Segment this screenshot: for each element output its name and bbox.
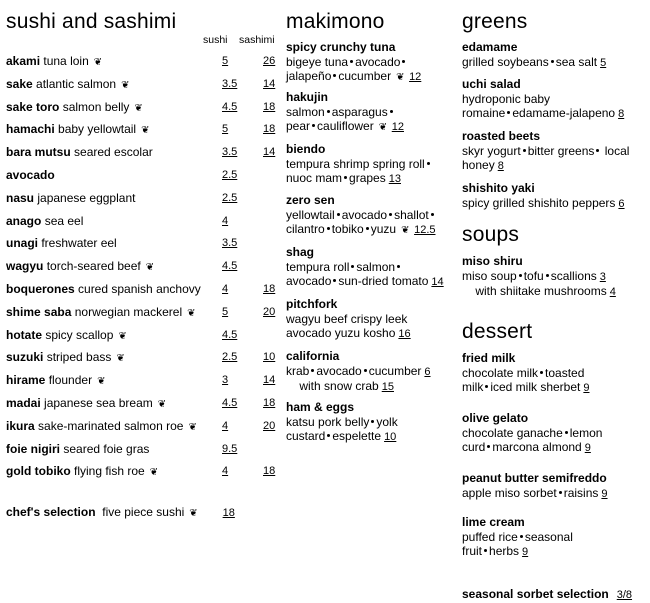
sushi-item (6, 122, 276, 145)
item-name: shishito yaki (462, 181, 535, 195)
sashimi-price: 18 (263, 100, 276, 113)
item-name: foie nigiri (6, 441, 60, 456)
sushi-item (6, 282, 276, 305)
item-desc: iced milk sherbet (490, 380, 581, 394)
item-price: 6 (618, 197, 625, 210)
item-name: suzuki (6, 350, 44, 365)
item-desc: avocado (355, 54, 401, 69)
item-desc: bitter greens (527, 143, 595, 158)
sushi-item (6, 145, 276, 168)
item-desc: japanese sea bream (44, 395, 153, 410)
item-desc: sea salt (555, 54, 598, 69)
item-name: hotate (6, 327, 42, 342)
chefs-selection-price: 18 (222, 507, 235, 519)
menu-item (462, 181, 650, 219)
sushi-price: 4.5 (222, 396, 238, 409)
dot-separator (351, 265, 354, 268)
dot-separator (327, 110, 330, 113)
item-desc: flying fish roe (74, 464, 145, 479)
item-price: 8 (497, 160, 504, 172)
item-desc: with snow crab (299, 379, 379, 393)
dot-separator (366, 227, 369, 230)
sushi-item-name-desc (6, 145, 153, 159)
sushi-price: 4 (222, 465, 229, 478)
item-name: edamame (462, 40, 518, 54)
dot-separator (507, 111, 510, 114)
sushi-item (6, 305, 276, 328)
sushi-item (6, 328, 276, 351)
item-name: zero sen (286, 193, 335, 207)
menu-item (462, 351, 650, 411)
item-name: shime saba (6, 304, 72, 319)
item-desc: miso soup (462, 268, 517, 283)
item-name: ham & eggs (286, 400, 355, 414)
item-price: 6 (424, 365, 431, 378)
sushi-item (6, 464, 276, 487)
leaf-icon: ❦ (141, 125, 150, 137)
item-desc: apple miso sorbet (462, 485, 557, 500)
item-price: 9 (601, 487, 608, 500)
item-name: sake (6, 76, 33, 91)
sushi-price: 5 (222, 55, 229, 67)
menu-item (462, 254, 650, 320)
greens-list (462, 40, 650, 219)
sushi-price: 2.5 (222, 168, 238, 181)
sushi-item (6, 259, 276, 282)
sashimi-price: 10 (263, 351, 276, 364)
item-desc: seasonal (524, 529, 573, 544)
item-desc: tuna loin (43, 54, 89, 68)
item-price: 10 (384, 431, 397, 443)
item-price: 12 (409, 71, 422, 83)
sushi-item (6, 168, 276, 191)
menu-item (462, 77, 650, 129)
sashimi-price: 18 (263, 123, 276, 136)
item-desc: grapes (349, 171, 386, 185)
sushi-sashimi-heading: sushi and sashimi (6, 10, 177, 33)
sushi-price: 9.5 (222, 442, 238, 455)
leaf-icon: ❦ (149, 467, 159, 479)
sushi-item (6, 396, 276, 419)
sushi-price: 3.5 (222, 77, 238, 90)
menu-item (286, 142, 451, 193)
leaf-icon: ❦ (118, 330, 127, 342)
item-desc: pear (286, 119, 311, 133)
leaf-icon: ❦ (188, 421, 197, 433)
sushi-price: 3.5 (222, 237, 238, 250)
dessert-heading: dessert (462, 320, 533, 343)
sushi-item-name-desc (6, 259, 156, 273)
leaf-icon: ❦ (401, 225, 410, 236)
sashimi-price: 14 (263, 374, 276, 387)
item-name: madai (6, 395, 41, 410)
dot-separator (327, 434, 330, 437)
dot-separator (485, 385, 488, 388)
item-name: uchi salad (462, 77, 521, 91)
item-desc: herbs (489, 544, 520, 558)
item-desc: avocado yuzu kosho (286, 326, 396, 340)
sashimi-price: 20 (263, 419, 276, 432)
item-desc: nuoc mam (286, 171, 343, 185)
sushi-item (6, 442, 276, 465)
soups-heading: soups (462, 223, 520, 246)
dot-separator (520, 535, 523, 538)
menu-item (462, 471, 650, 515)
item-desc: sun-dried tomato (338, 274, 429, 288)
sushi-item-name-desc (6, 100, 144, 114)
dot-separator (364, 369, 367, 372)
menu-item (462, 40, 650, 77)
sushi-item-name-desc (6, 396, 168, 410)
leaf-icon: ❦ (396, 72, 405, 83)
dot-separator (333, 74, 336, 77)
makimono-column (286, 0, 451, 450)
menu-item (462, 515, 650, 571)
item-desc: krab (286, 363, 310, 378)
item-desc: flounder (48, 373, 93, 388)
sushi-item (6, 350, 276, 373)
sushi-item-name-desc (6, 236, 117, 250)
item-name: miso shiru (462, 254, 523, 268)
item-desc: striped bass (46, 350, 112, 365)
leaf-icon: ❦ (378, 122, 388, 133)
sashimi-price: 14 (263, 146, 276, 159)
dot-separator (487, 445, 490, 448)
sushi-price: 5 (222, 123, 229, 136)
item-desc: with shiitake mushrooms (475, 284, 607, 298)
sushi-item-name-desc (6, 122, 151, 136)
item-desc: avocado (286, 274, 332, 288)
dot-separator (565, 431, 568, 434)
item-desc: salmon (286, 104, 325, 119)
item-name: biendo (286, 142, 326, 156)
sashimi-price: 20 (263, 305, 276, 318)
item-name: spicy crunchy tuna (286, 40, 396, 54)
item-desc: yellowtail (286, 207, 335, 222)
item-desc: milk (462, 380, 484, 394)
item-desc: marcona almond (492, 440, 582, 454)
item-desc: cured spanish anchovy (78, 281, 201, 296)
item-desc: yolk (376, 414, 398, 429)
item-name: pitchfork (286, 297, 338, 311)
dot-separator (596, 149, 599, 152)
sushi-price: 4.5 (222, 328, 238, 341)
sushi-price: 4 (222, 282, 229, 295)
item-desc: chocolate ganache (462, 425, 563, 440)
item-desc: grilled soybeans (462, 54, 549, 69)
sushi-price: 4 (222, 419, 229, 432)
item-price: 16 (398, 328, 411, 340)
sushi-item-name-desc (6, 54, 104, 68)
sushi-item-name-desc (6, 350, 126, 364)
item-desc: tobiko (331, 222, 364, 236)
item-name: california (286, 349, 340, 363)
item-price: 12.5 (414, 224, 436, 236)
sushi-price: 2.5 (222, 351, 238, 364)
item-desc: tofu (523, 268, 544, 283)
item-desc: japanese eggplant (37, 190, 136, 205)
sushi-item (6, 419, 276, 442)
dot-separator (371, 420, 374, 423)
chefs-selection (6, 505, 235, 519)
sushi-item (6, 236, 276, 259)
item-desc: espelette (332, 429, 382, 443)
item-price: 9 (584, 442, 591, 454)
item-name: nasu (6, 190, 35, 205)
menu-item (286, 349, 451, 400)
dot-separator (523, 149, 526, 152)
leaf-icon: ❦ (121, 79, 130, 91)
sushi-price: 3.5 (222, 146, 238, 159)
sushi-price: 4.5 (222, 100, 238, 113)
menu-item (462, 411, 650, 471)
dot-separator (312, 124, 315, 127)
menu-item (286, 40, 451, 90)
sushi-item-name-desc (6, 419, 198, 433)
menu-item (286, 245, 451, 297)
dot-separator (350, 60, 353, 63)
item-name: seasonal sorbet selection (462, 587, 609, 601)
item-price: 3 (599, 270, 606, 283)
item-price: 14 (431, 276, 444, 288)
sushi-item (6, 214, 276, 237)
item-desc: raisins (563, 485, 599, 500)
item-desc: puffed rice (462, 529, 518, 544)
dot-separator (540, 371, 543, 374)
item-name: olive gelato (462, 411, 529, 425)
item-desc: romaine (462, 106, 506, 120)
sushi-price: 2.5 (222, 191, 238, 204)
item-desc: torch-seared beef (46, 259, 141, 274)
leaf-icon: ❦ (189, 508, 198, 519)
dot-separator (484, 549, 487, 552)
sushi-item-name-desc (6, 168, 55, 182)
item-desc: cilantro (286, 222, 325, 236)
item-desc: curd (462, 440, 486, 454)
item-desc: scallions (550, 268, 597, 283)
item-desc: custard (286, 429, 326, 443)
chefs-selection-desc: five piece sushi (102, 505, 185, 519)
seasonal-sorbet (462, 587, 632, 601)
item-name: sake toro (6, 99, 60, 114)
item-desc: spicy grilled shishito peppers (462, 195, 616, 210)
dot-separator (390, 110, 393, 113)
sushi-list (6, 54, 276, 487)
makimono-list (286, 40, 451, 450)
item-desc: seared foie gras (63, 441, 150, 456)
dot-separator (311, 369, 314, 372)
sushi-item (6, 77, 276, 100)
chefs-selection-name: chef's selection (6, 505, 96, 519)
item-price: 4 (609, 286, 616, 298)
item-desc: fruit (462, 544, 483, 558)
item-name: hamachi (6, 122, 55, 137)
leaf-icon: ❦ (145, 262, 155, 274)
item-desc: tempura roll (286, 259, 350, 274)
item-name: boquerones (6, 281, 75, 296)
sushi-item-name-desc (6, 282, 201, 296)
dessert-list (462, 351, 650, 571)
menu-item (286, 400, 451, 450)
dot-separator (333, 279, 336, 282)
dot-separator (327, 227, 330, 230)
dot-separator (344, 176, 347, 179)
sashimi-price: 18 (263, 396, 276, 409)
leaf-icon: ❦ (187, 307, 196, 319)
item-desc: chocolate milk (462, 365, 539, 380)
item-name: anago (6, 213, 42, 228)
item-name: wagyu (6, 259, 44, 274)
item-price: 12 (391, 121, 404, 133)
item-desc: cucumber (338, 69, 392, 83)
item-name: lime cream (462, 515, 525, 529)
sashimi-price: 26 (263, 55, 276, 67)
item-desc: jalapeño (286, 69, 332, 83)
item-desc: katsu pork belly (286, 414, 370, 429)
item-desc: tempura shrimp spring roll (286, 156, 425, 171)
dot-separator (519, 274, 522, 277)
sushi-item (6, 373, 276, 396)
sashimi-column-header: sashimi (239, 34, 275, 46)
item-name: gold tobiko (6, 464, 71, 479)
item-desc: lemon (569, 425, 603, 440)
sushi-item (6, 100, 276, 123)
menu-item (286, 90, 451, 142)
item-desc: asparagus (331, 104, 388, 119)
sushi-item-name-desc (6, 305, 197, 319)
item-name: shag (286, 245, 315, 259)
item-name: ikura (6, 418, 35, 433)
dot-separator (551, 60, 554, 63)
item-name: peanut butter semifreddo (462, 471, 607, 485)
item-name: bara mutsu (6, 145, 71, 160)
makimono-heading: makimono (286, 10, 385, 33)
sushi-item-name-desc (6, 191, 135, 205)
dot-separator (431, 213, 434, 216)
item-desc: yuzu (370, 222, 397, 236)
sashimi-price: 14 (263, 77, 276, 90)
item-name: hakujin (286, 90, 329, 104)
item-desc: bigeye tuna (286, 54, 349, 69)
greens-soups-dessert-column (462, 0, 650, 601)
leaf-icon: ❦ (93, 57, 103, 68)
item-desc: salmon belly (62, 99, 130, 114)
sushi-price: 4.5 (222, 260, 238, 273)
item-desc: sake-marinated salmon roe (38, 418, 184, 433)
item-desc: salmon (356, 259, 396, 274)
menu-item (462, 129, 650, 181)
item-desc: sea eel (44, 213, 84, 228)
sushi-price: 3 (222, 374, 229, 387)
item-desc: norwegian mackerel (74, 304, 183, 319)
item-name: avocado (6, 167, 55, 182)
dot-separator (397, 265, 400, 268)
item-desc: honey (462, 158, 495, 172)
sushi-item-name-desc (6, 442, 149, 456)
item-price: 9 (522, 546, 529, 558)
dot-separator (546, 274, 549, 277)
item-price: 8 (618, 108, 625, 120)
item-price: 15 (381, 381, 394, 393)
item-desc: atlantic salmon (36, 76, 117, 91)
item-price: 13 (388, 173, 401, 185)
item-name: roasted beets (462, 129, 541, 143)
sashimi-price: 18 (263, 465, 276, 478)
sushi-column-header: sushi (203, 34, 228, 46)
item-desc: freshwater eel (41, 236, 117, 251)
dot-separator (559, 491, 562, 494)
dot-separator (402, 60, 405, 63)
dot-separator (337, 213, 340, 216)
leaf-icon: ❦ (116, 353, 125, 365)
item-price: 5 (600, 56, 607, 69)
menu-item (286, 193, 451, 245)
item-desc: local (604, 143, 630, 158)
item-name: fried milk (462, 351, 516, 365)
sushi-sashimi-column (6, 0, 276, 519)
item-desc: seared escolar (74, 145, 153, 160)
item-name: hirame (6, 373, 46, 388)
sushi-price: 5 (222, 305, 229, 318)
sushi-item-name-desc (6, 328, 128, 342)
item-price: 9 (583, 382, 590, 394)
item-desc: toasted (545, 365, 585, 380)
item-name: akami (6, 54, 41, 68)
item-desc: avocado (316, 363, 362, 378)
sushi-item-name-desc (6, 464, 160, 478)
item-desc: edamame-jalapeno (512, 106, 616, 120)
item-desc: avocado (341, 207, 388, 222)
item-desc: baby yellowtail (58, 122, 137, 137)
item-desc: spicy scallop (45, 327, 114, 342)
leaf-icon: ❦ (134, 102, 143, 114)
item-desc: hydroponic baby (462, 91, 551, 106)
sushi-item-name-desc (6, 214, 83, 228)
sashimi-price: 18 (263, 282, 276, 295)
item-name: unagi (6, 236, 38, 251)
dot-separator (427, 162, 430, 165)
item-desc: cauliflower (317, 119, 374, 133)
sushi-item-name-desc (6, 77, 131, 91)
item-desc: wagyu beef crispy leek (286, 311, 408, 326)
dot-separator (389, 213, 392, 216)
item-price: 3/8 (616, 589, 633, 601)
leaf-icon: ❦ (157, 398, 167, 410)
price-column-headers (6, 34, 276, 48)
sushi-item (6, 54, 276, 77)
sushi-price: 4 (222, 214, 229, 227)
item-desc: skyr yogurt (462, 143, 521, 158)
sushi-item (6, 191, 276, 214)
leaf-icon: ❦ (97, 376, 106, 388)
sushi-item-name-desc (6, 373, 107, 387)
item-desc: shallot (394, 207, 429, 222)
greens-heading: greens (462, 10, 528, 33)
menu-item (286, 297, 451, 349)
item-desc: cucumber (368, 363, 422, 378)
